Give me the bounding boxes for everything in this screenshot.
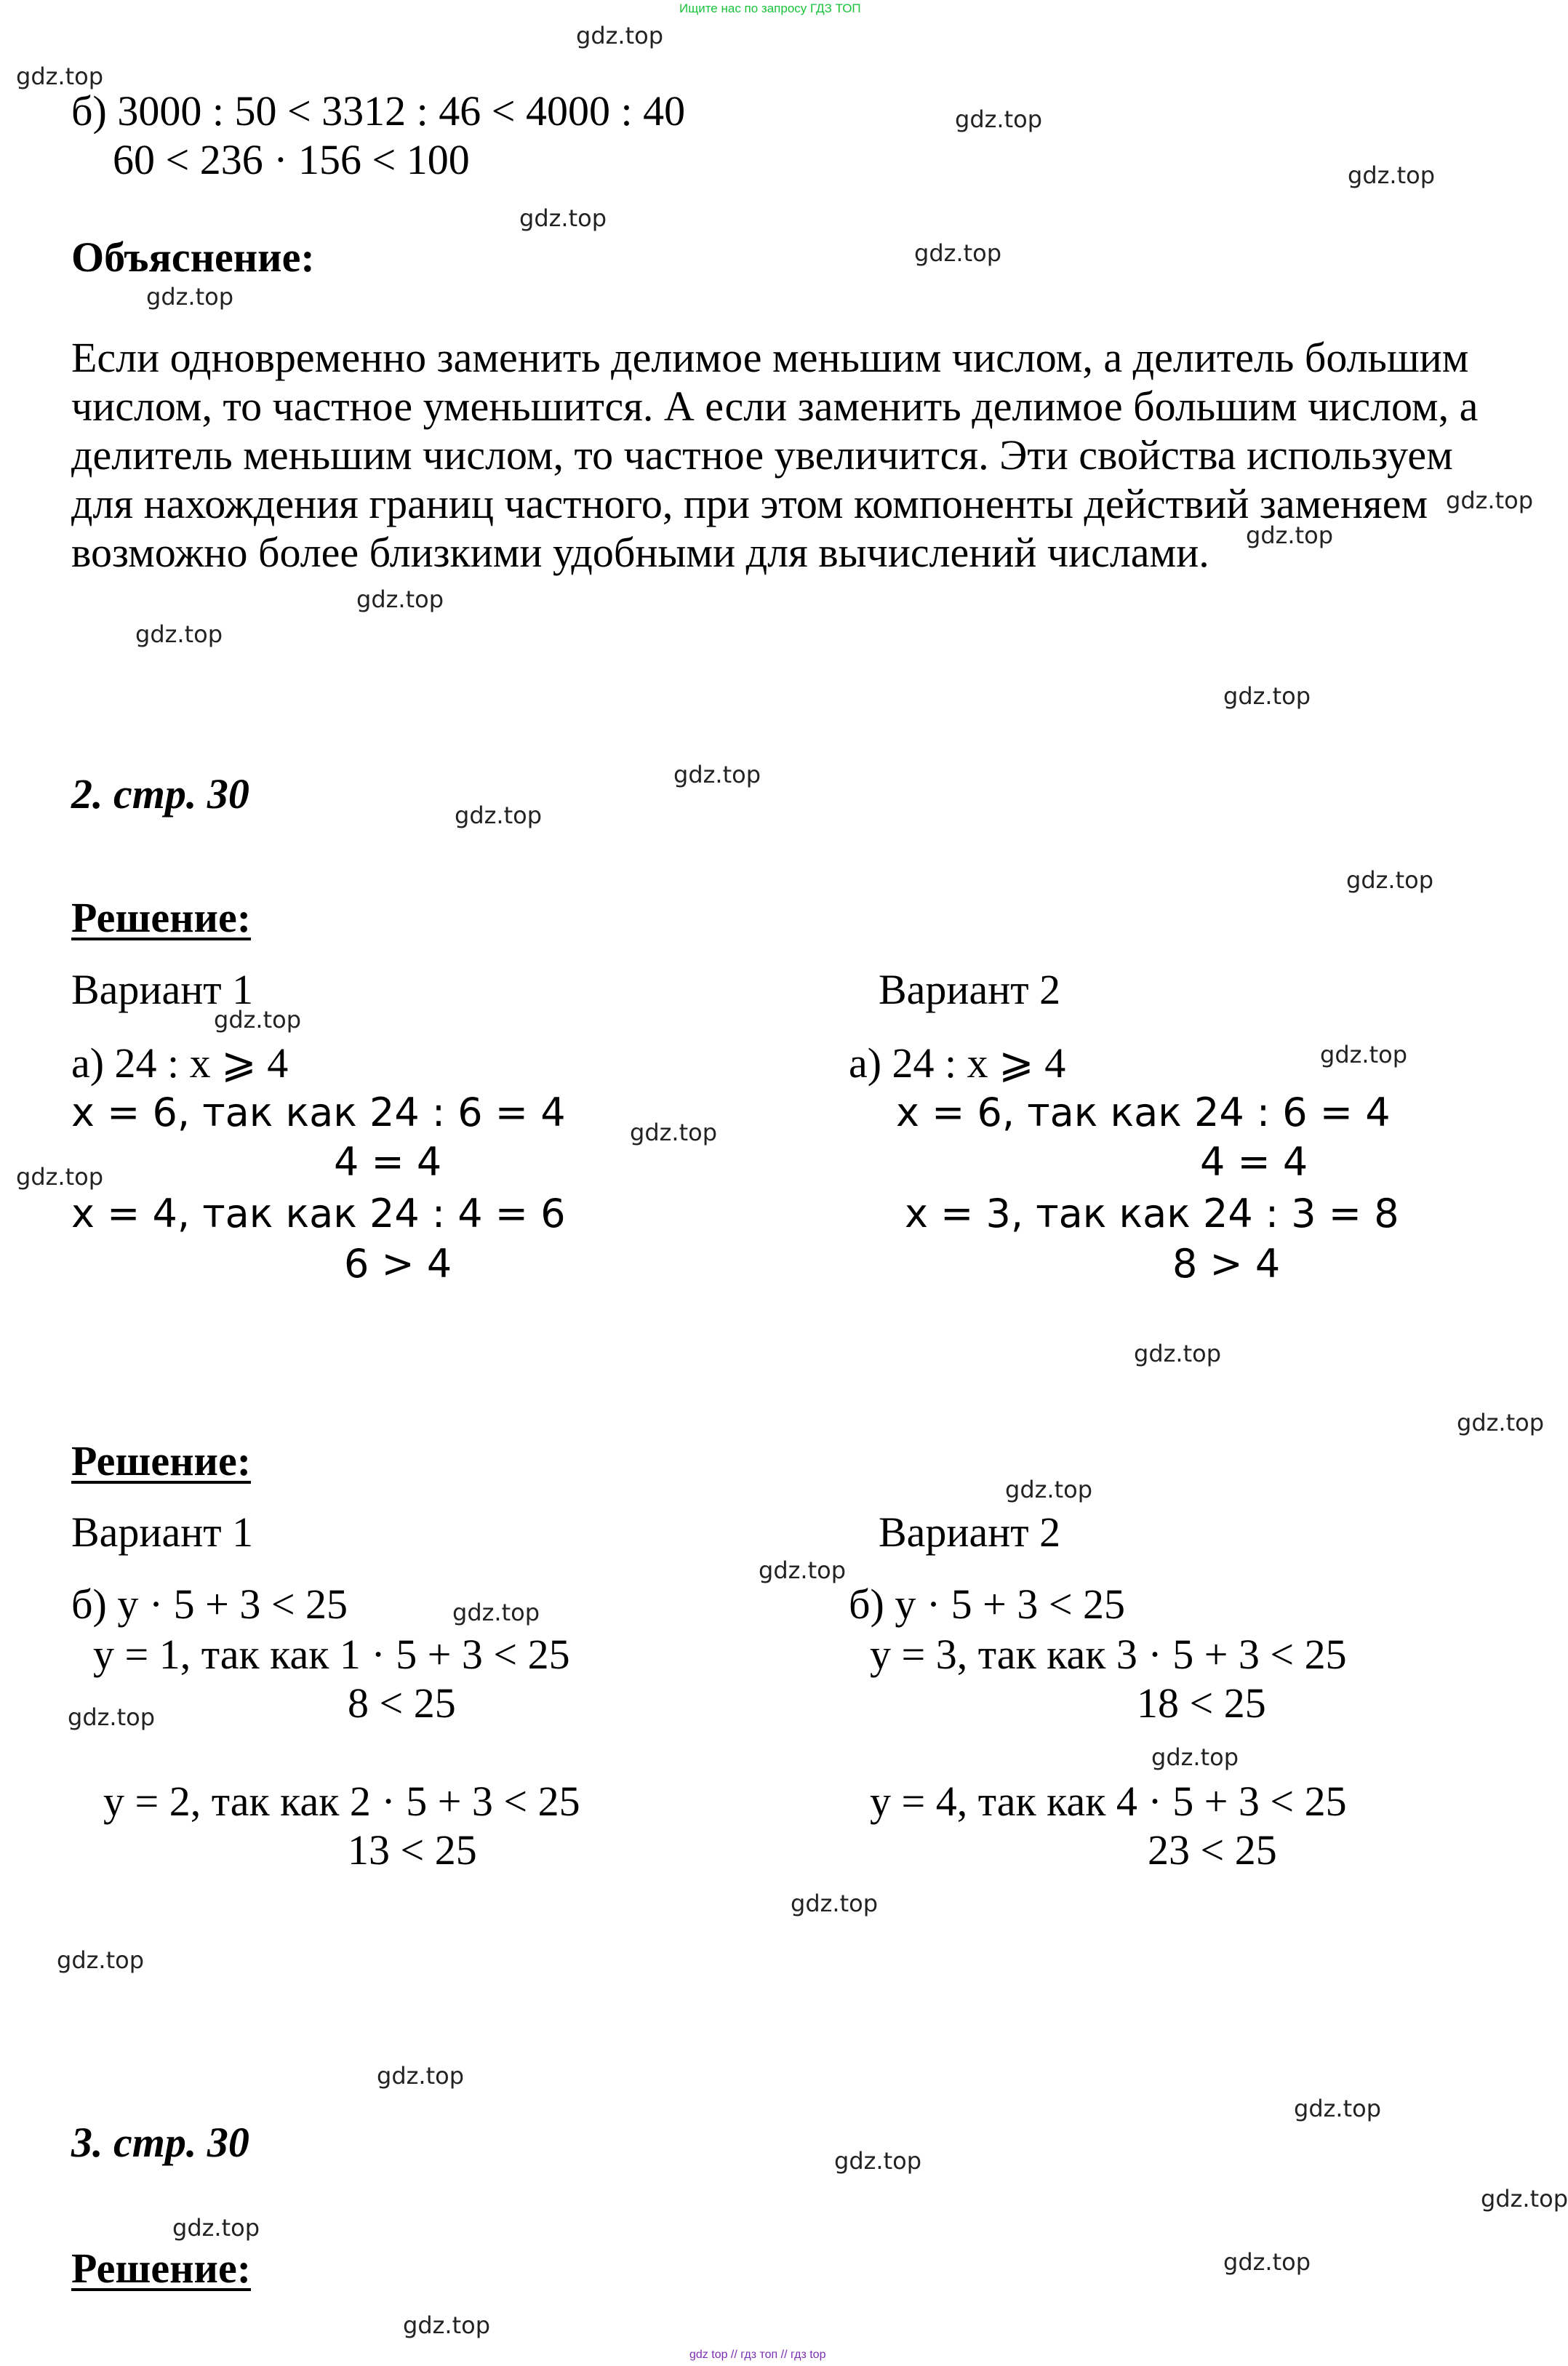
variant-2-label: Вариант 2 (879, 1508, 1061, 1556)
explanation-heading: Объяснение: (71, 233, 315, 281)
variant-1-inequality: а) 24 : х ⩾ 4 (71, 1039, 289, 1087)
variant-2-result: 4 = 4 (1200, 1139, 1308, 1185)
watermark: gdz.top (214, 1006, 302, 1034)
explanation-line: возможно более близкими удобными для вычислений числами. (71, 529, 1209, 576)
watermark: gdz.top (576, 22, 664, 49)
variant-2-result: 8 > 4 (1172, 1241, 1281, 1287)
variant-2-inequality: б) у · 5 + 3 < 25 (849, 1580, 1126, 1628)
variant-1-label: Вариант 1 (71, 1508, 254, 1556)
watermark: gdz.top (630, 1119, 718, 1146)
solution-heading: Решение: (71, 1437, 252, 1484)
watermark: gdz.top (1457, 1409, 1545, 1436)
task-3-title: 3. стр. 30 (71, 2119, 249, 2166)
watermark: gdz.top (914, 239, 1002, 267)
watermark: gdz.top (16, 63, 104, 90)
watermark: gdz.top (146, 283, 234, 311)
watermark: gdz.top (1005, 1476, 1093, 1503)
watermark: gdz.top (1151, 1743, 1239, 1771)
watermark: gdz.top (452, 1599, 540, 1626)
solution-heading: Решение: (71, 2245, 252, 2292)
watermark: gdz.top (1446, 487, 1534, 514)
part-b-line-1: б) 3000 : 50 < 3312 : 46 < 4000 : 40 (71, 87, 686, 135)
variant-2-step: у = 3, так как 3 · 5 + 3 < 25 (870, 1631, 1347, 1678)
watermark: gdz.top (955, 105, 1043, 133)
variant-2-result: 23 < 25 (1148, 1826, 1277, 1874)
variant-1-result: 8 < 25 (348, 1679, 456, 1727)
watermark: gdz.top (1134, 1340, 1222, 1367)
watermark: gdz.top (68, 1703, 156, 1731)
watermark: gdz.top (377, 2062, 465, 2090)
watermark: gdz.top (356, 585, 444, 613)
task-2-title: 2. стр. 30 (71, 770, 249, 818)
watermark: gdz.top (57, 1946, 145, 1974)
part-b-line-2: 60 < 236 · 156 < 100 (113, 136, 470, 183)
variant-1-step: у = 2, так как 2 · 5 + 3 < 25 (103, 1778, 580, 1825)
watermark: gdz.top (1223, 2248, 1311, 2276)
watermark: gdz.top (759, 1556, 847, 1584)
watermark: gdz.top (673, 761, 761, 788)
watermark: gdz.top (1294, 2095, 1382, 2122)
watermark: gdz.top (403, 2311, 491, 2339)
watermark: gdz.top (1346, 866, 1434, 894)
watermark: gdz.top (1246, 521, 1334, 549)
watermark: gdz.top (16, 1163, 104, 1191)
variant-2-step: у = 4, так как 4 · 5 + 3 < 25 (870, 1778, 1347, 1825)
explanation-line: Если одновременно заменить делимое меньшим числом, а делитель большим (71, 334, 1469, 381)
watermark: gdz.top (519, 204, 607, 232)
watermark: gdz.top (1320, 1041, 1408, 1068)
solution-heading: Решение: (71, 894, 252, 941)
variant-1-result: 6 > 4 (344, 1241, 452, 1287)
variant-2-step: х = 3, так как 24 : 3 = 8 (905, 1191, 1399, 1236)
watermark: gdz.top (455, 802, 543, 829)
watermark: gdz.top (834, 2147, 922, 2175)
watermark: gdz.top (791, 1890, 879, 1917)
explanation-line: для нахождения границ частного, при этом компоненты действий заменяем (71, 480, 1428, 527)
variant-2-label: Вариант 2 (879, 966, 1061, 1013)
watermark: gdz.top (172, 2214, 260, 2242)
variant-1-step: х = 6, так как 24 : 6 = 4 (71, 1090, 566, 1135)
variant-1-result: 4 = 4 (334, 1139, 442, 1185)
watermark: gdz.top (135, 620, 223, 648)
variant-2-result: 18 < 25 (1137, 1679, 1266, 1727)
bottom-links[interactable]: gdz top // гдз топ // гдз top (689, 2349, 826, 2361)
variant-1-label: Вариант 1 (71, 966, 254, 1013)
variant-1-step: х = 4, так как 24 : 4 = 6 (71, 1191, 566, 1236)
variant-1-step: у = 1, так как 1 · 5 + 3 < 25 (93, 1631, 570, 1678)
explanation-line: числом, то частное уменьшится. А если заменить делимое большим числом, а (71, 383, 1479, 430)
explanation-line: делитель меньшим числом, то частное увеличится. Эти свойства используем (71, 431, 1453, 479)
variant-1-result: 13 < 25 (348, 1826, 477, 1874)
watermark: gdz.top (1348, 161, 1436, 189)
watermark: gdz.top (1481, 2185, 1568, 2213)
top-banner[interactable]: Ищите нас по запросу ГДЗ ТОП (679, 1, 861, 15)
variant-2-step: х = 6, так как 24 : 6 = 4 (896, 1090, 1391, 1135)
watermark: gdz.top (1223, 682, 1311, 710)
variant-2-inequality: а) 24 : х ⩾ 4 (849, 1039, 1066, 1087)
variant-1-inequality: б) у · 5 + 3 < 25 (71, 1580, 348, 1628)
